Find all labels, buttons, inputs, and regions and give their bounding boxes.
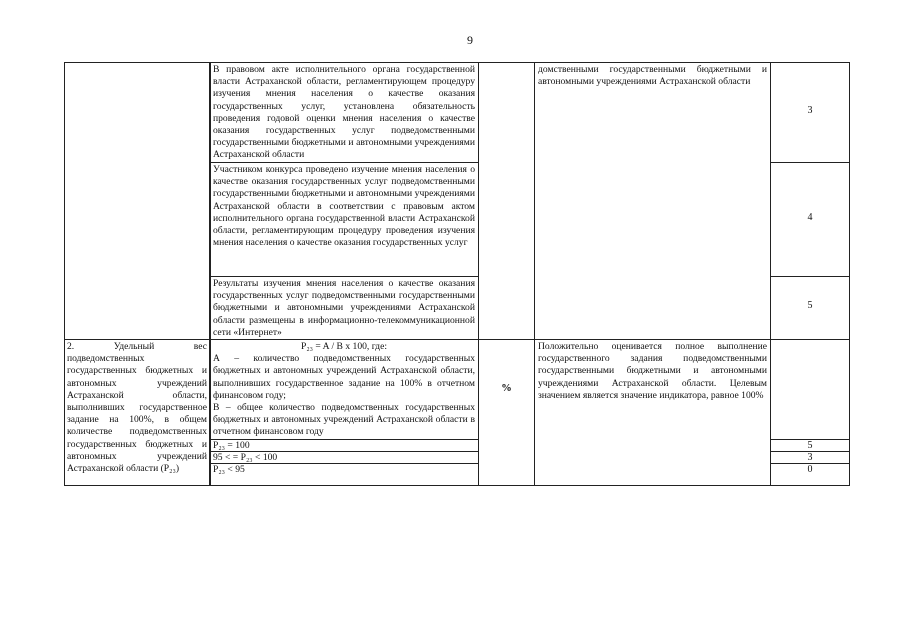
- row2-criterion-1: P₂₃ = 100: [213, 440, 250, 451]
- row1-criterion-3: Результаты изучения мнения населения о качестве оказания государственных услуг подведомственными государственными бюджетными и автономными учреждениями Астраханской области размещены в информационно-телекоммуникационной сети «Интернет»: [213, 278, 475, 338]
- row2-comment: Положительно оценивается полное выполнение государственного задания подведомственными государственными бюджетными и автономными учреждениями Астраханской области. Целевым значением является значение индикатора, равное 100%: [538, 341, 767, 401]
- row2-unit: %: [501, 383, 512, 394]
- row1-comment: домственными государственными бюджетными и автономными учреждениями Астраханской области: [538, 64, 767, 88]
- row1-score-1: 3: [807, 105, 813, 116]
- row2-criterion-3: P₂₃ < 95: [213, 464, 245, 475]
- row2-definition: [213, 341, 475, 439]
- row2-formula: P₂₃ = A / B x 100, где:: [300, 341, 387, 352]
- row1-criterion-1: В правовом акте исполнительного органа государственной власти Астраханской области, регламентирующем процедуру изучения мнения населения о качестве оказания государственных услуг, установлена обязательность проведения годовой оценки мнения населения о качестве оказания государственных услуг подведомственными государственными бюджетными и автономными учреждениями Астраханской области: [213, 64, 475, 161]
- row2-score-3: 0: [807, 464, 813, 475]
- row2-criterion-2: 95 < = P₂₃ < 100: [213, 452, 278, 463]
- row1-score-2: 4: [807, 212, 813, 223]
- row1-unit: [479, 64, 534, 338]
- row2-score-2: 3: [807, 452, 813, 463]
- row2-score-1: 5: [807, 440, 813, 451]
- page-number: 9: [467, 33, 473, 47]
- row2-indicator-name: 2. Удельный вес подведомственных государственных бюджетных и автономных учреждений Астраханской области, выполнивших государственное задание на 100%, в общем количестве подведомственных государственных бюджетных и автономных учреждений Астраханской области (P₂₃): [67, 341, 207, 475]
- row2-definition-b: В – общее количество подведомственных государственных бюджетных и автономных учреждений Астраханской области в отчетном финансовом году: [213, 402, 475, 438]
- row1-indicator-name: [67, 64, 206, 338]
- row1-criterion-2: Участником конкурса проведено изучение мнения населения о качестве оказания государственных услуг подведомственными государственными бюджетными и автономными учреждениями Астраханской области в соответствии с правовым актом исполнительного органа государственной власти Астраханской области, регламентирующим процедуру проведения изучения мнения населения о качестве оказания государственных услуг: [213, 164, 475, 249]
- row1-score-3: 5: [807, 300, 813, 311]
- row2-definition-a: А – количество подведомственных государственных бюджетных и автономных учреждений Астраханской области, выполнивших государственное задание на 100% в отчетном финансовом году;: [213, 353, 475, 401]
